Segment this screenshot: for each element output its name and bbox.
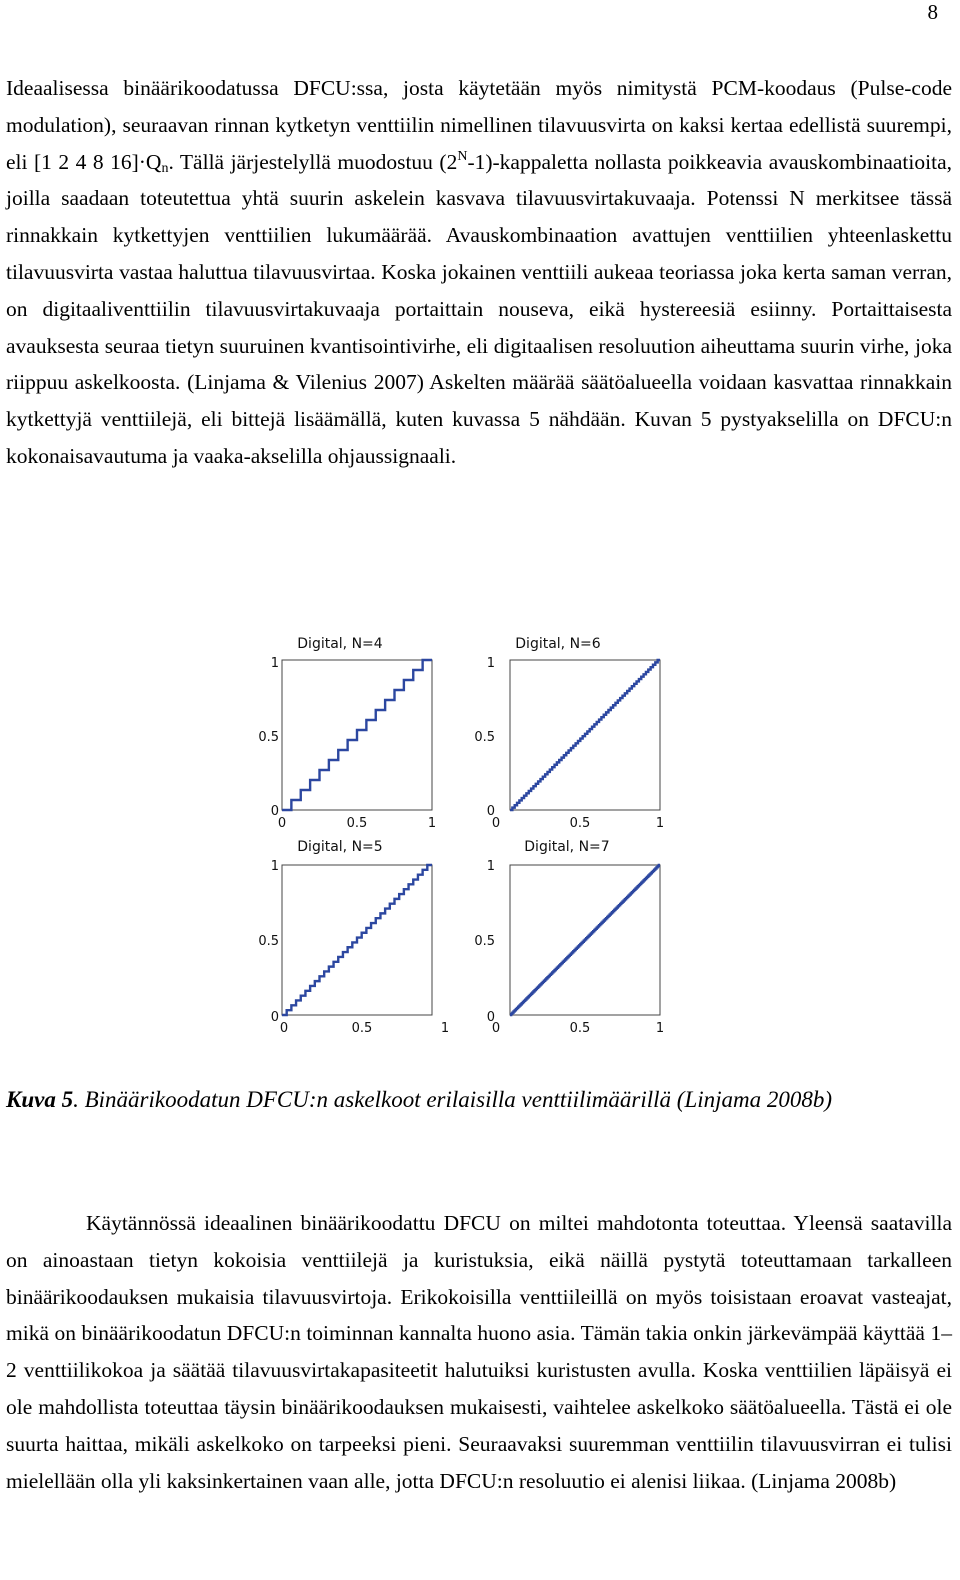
- paragraph1-part-b: . Tällä järjestelyllä muodostuu (2: [168, 149, 458, 174]
- chart-title: Digital, N=7: [524, 839, 610, 855]
- y-tick-label: 0.5: [474, 934, 495, 949]
- y-tick-label: 0: [486, 804, 495, 819]
- y-tick-label: 0: [270, 804, 279, 819]
- x-tick-label: 1: [427, 816, 437, 831]
- figure-caption: [6, 1083, 952, 1116]
- chart-n6: [474, 636, 664, 831]
- x-tick-label: 0: [277, 816, 287, 831]
- x-tick-label: 0: [279, 1021, 289, 1036]
- chart-title: Digital, N=6: [515, 636, 601, 652]
- chart-n4: [258, 636, 436, 831]
- step-series-line: [282, 660, 432, 810]
- chart-n7: [474, 839, 664, 1036]
- page-number: 8: [927, 0, 938, 24]
- y-tick-label: 0: [486, 1010, 495, 1025]
- paragraph-practical-dfcu: Käytännössä ideaalinen binäärikoodattu DFCU on miltei mahdotonta toteuttaa. Yleensä saatavilla on ainoastaan tietyn kokoisia venttiilejä ja kuristuksia, eikä näillä pystytä toteuttamaan tarkalleen binäärikoodauksen mukaisia tilavuusvirtoja. Erikokoisilla venttiileillä on myös toisistaan eroavat vasteajat, mikä on binäärikoodatun DFCU:n toiminnan kannalta huono asia. Tämän takia onkin järkevämpää käyttää 1–2 venttiilikokoa ja säätää tilavuusvirtakapasiteetit halutuiksi kuristusten avulla. Koska venttiilien läpäisyä ei ole mahdollista toteuttaa täysin binäärikoodauksen mukaisesti, vaihtelee askelkoko säätöalueella. Tästä ei ole suurta haittaa, mikäli askelkoko on tarpeeksi pieni. Seuraavaksi suuremman venttiilin tilavuusvirran ei tulisi mielellään olla yli kaksinkertainen vaan alle, jotta DFCU:n resoluutio ei alenisi liikaa. (Linjama 2008b): [6, 1211, 952, 1493]
- y-tick-label: 1: [270, 656, 279, 671]
- x-tick-label: 0.5: [351, 1021, 373, 1036]
- y-tick-label: 1: [486, 859, 495, 874]
- x-tick-label: 0.5: [569, 1021, 591, 1036]
- superscript-N: N: [457, 148, 468, 164]
- y-tick-label: 0.5: [258, 730, 279, 745]
- paragraph-pcm-coding: [6, 70, 952, 475]
- chart-n5: [258, 839, 449, 1036]
- x-tick-label: 0: [491, 816, 501, 831]
- subscript-n: n: [161, 160, 169, 176]
- step-series-line: [510, 865, 660, 1015]
- x-tick-label: 1: [440, 1021, 450, 1036]
- figure-digital-step-charts: [240, 625, 680, 1045]
- chart-title: Digital, N=5: [297, 839, 383, 855]
- caption-label: Kuva 5: [6, 1087, 74, 1112]
- x-tick-label: 0.5: [346, 816, 368, 831]
- y-tick-label: 0: [270, 1010, 279, 1025]
- y-tick-label: 1: [486, 656, 495, 671]
- paragraph1-part-c: -1)-kappaletta nollasta poikkeavia avauskombinaatioita, joilla saadaan toteutettua yhtä suurin askelein kasvava tilavuusvirtakuvaaja. Potenssi N merkitsee tässä rinnakkain kytkettyjen venttiilien lukumäärää. Avauskombinaation avattujen venttiilien yhteenlaskettu tilavuusvirta vastaa haluttua tilavuusvirtaa. Koska jokainen venttiili aukeaa teoriassa joka kerta saman verran, on digitaaliventtiilin tilavuusvirtakuvaaja portaittain nouseva, eikä hystereesiä esiinny. Portaittaisesta avauksesta seuraa tietyn suuruinen kvantisointivirhe, eli digitaalisen resoluution aiheuttama suurin virhe, joka riippuu askelkoosta. (Linjama & Vilenius 2007) Askelten määrää säätöalueella voidaan kasvattaa rinnakkain kytkettyjä venttiilejä, eli bittejä lisäämällä, kuten kuvassa 5 nähdään. Kuvan 5 pystyakselilla on DFCU:n kokonaisavautuma ja vaaka-akselilla ohjaussignaali.: [6, 149, 952, 468]
- caption-text: . Binäärikoodatun DFCU:n askelkoot erilaisilla venttiilimäärillä (Linjama 2008b): [73, 1087, 833, 1112]
- step-series-line: [282, 865, 432, 1015]
- x-tick-label: 1: [655, 1021, 665, 1036]
- x-tick-label: 0: [491, 1021, 501, 1036]
- x-tick-label: 0.5: [569, 816, 591, 831]
- paragraph1-part-a: Ideaalisessa binäärikoodatussa DFCU:ssa, josta käytetään myös nimitystä PCM-koodaus (Pulse-code modulation), seuraavan rinnan kytketyn venttiilin nimellinen tilavuusvirta on kaksi kertaa edellistä suurempi, eli [1 2 4 8 16]·Q: [6, 76, 952, 174]
- step-series-line: [510, 660, 660, 810]
- y-tick-label: 0.5: [258, 934, 279, 949]
- y-tick-label: 1: [270, 859, 279, 874]
- y-tick-label: 0.5: [474, 730, 495, 745]
- x-tick-label: 1: [655, 816, 665, 831]
- chart-title: Digital, N=4: [297, 636, 383, 652]
